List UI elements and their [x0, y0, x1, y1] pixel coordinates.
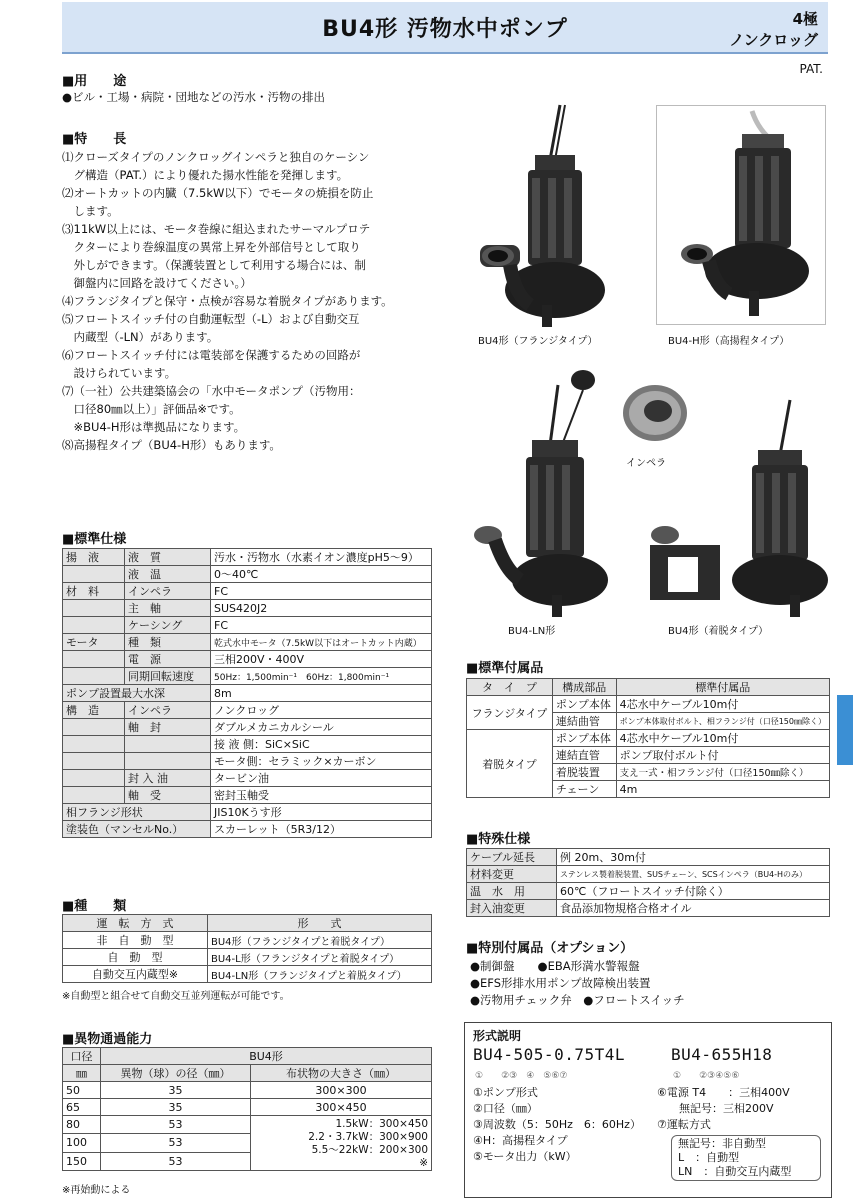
feature-line: ⑵オートカットの内臓（7.5kW以下）でモータの焼損を防止: [62, 186, 374, 200]
feature-line: 設けられています。: [62, 366, 177, 380]
spec-group: モータ: [63, 634, 125, 651]
operation-mode-item: 無記号：非自動型: [678, 1137, 766, 1150]
passage-col-sphere: 異物（球）の径（㎜）: [101, 1065, 251, 1082]
spec-key: 同期回転速度: [125, 668, 211, 685]
passage-cloth: 300×300: [251, 1082, 432, 1099]
types-heading: ■ 種 類: [62, 895, 126, 914]
spec-value: FC: [211, 583, 432, 600]
spec-row: [63, 702, 432, 719]
passage-bore: 50: [63, 1082, 101, 1099]
passage-footnote: ※再始動による: [62, 1185, 131, 1196]
spec-value: モータ側：セラミック×カーボン: [211, 753, 432, 770]
feature-line: ⑶11kW以上には、モータ巻線に組込まれたサーマルプロテ: [62, 222, 371, 236]
spec-row: [63, 651, 432, 668]
model-code-item: ⑥電源 T4 ：三相400V: [657, 1086, 790, 1099]
feature-line: 御盤内に回路を設けてください。）: [62, 276, 252, 290]
spec-value: 接 液 側：SiC×SiC: [211, 736, 432, 753]
spec-group: [63, 753, 125, 770]
acc-type: 着脱タイプ: [467, 730, 553, 798]
spec-value: JIS10Kうす形: [211, 804, 432, 821]
caption-bu4-detach: BU4形（着脱タイプ）: [668, 626, 769, 637]
special-key: 封入油変更: [467, 900, 557, 917]
feature-line: 外しができます。（保護装置として利用する場合には、制: [62, 258, 366, 272]
spec-key: [125, 736, 211, 753]
options-list: [470, 958, 685, 1009]
model-code-item: ⑤モータ出力（kW）: [473, 1150, 577, 1163]
option-line: ●制御盤 ●EBA形満水警報盤: [470, 959, 640, 973]
spec-row: [63, 566, 432, 583]
spec-group: [63, 600, 125, 617]
feature-line: 口径80㎜以上）」評価品※です。: [62, 402, 241, 416]
passage-model: BU4形: [101, 1048, 432, 1065]
spec-value: タービン油: [211, 770, 432, 787]
option-line: ●汚物用チェック弁 ●フロートスイッチ: [470, 993, 685, 1007]
option-line: ●EFS形排水用ポンプ故障検出装置: [470, 976, 651, 990]
spec-value: 三相200V・400V: [211, 651, 432, 668]
spec-key: 主 軸: [125, 600, 211, 617]
spec-key: ケーシング: [125, 617, 211, 634]
model-code-marks-2: ① ②③④⑤⑥: [673, 1071, 740, 1081]
feature-line: ⑸フロートスイッチ付の自動運転型（-L）および自動交互: [62, 312, 360, 326]
spec-group: 塗装色（マンセルNo.）: [63, 821, 211, 838]
features-heading: ■ 特 長: [62, 128, 126, 147]
feature-line: します。: [62, 204, 119, 218]
spec-row: [63, 634, 432, 651]
model-code-1: BU4-505-0.75T4L: [473, 1045, 625, 1064]
acc-part: ポンプ本体: [552, 696, 616, 713]
spec-group: ポンプ設置最大水深: [63, 685, 211, 702]
passage-sphere: 35: [101, 1082, 251, 1099]
spec-row: [63, 753, 432, 770]
spec-value: 8m: [211, 685, 432, 702]
types-row-mode: 非 自 動 型: [63, 932, 208, 949]
spec-group: [63, 617, 125, 634]
spec-row: [63, 668, 432, 685]
types-row-mode: 自動交互内蔵型※: [63, 966, 208, 983]
acc-std: 4m: [616, 781, 829, 798]
operation-mode-item: LN ：自動交互内蔵型: [678, 1165, 792, 1178]
model-code-marks-1: ① ②③ ④ ⑤⑥⑦: [475, 1071, 568, 1081]
spec-key: 軸 封: [125, 719, 211, 736]
spec-group: 構 造: [63, 702, 125, 719]
spec-value: 乾式水中モータ（7.5kW以下はオートカット内蔵）: [211, 634, 432, 651]
spec-group: [63, 566, 125, 583]
spec-group: [63, 651, 125, 668]
standard-spec-heading: ■ 標準仕様: [62, 528, 126, 547]
spec-value: 0～40℃: [211, 566, 432, 583]
page-title: BU4形 汚物水中ポンプ: [322, 17, 568, 42]
passage-sphere: 53: [101, 1134, 251, 1152]
passage-table: [62, 1047, 432, 1171]
standard-spec-table: [62, 548, 432, 838]
spec-key: 液 質: [125, 549, 211, 566]
acc-part: チェーン: [552, 781, 616, 798]
pole-label: 4極: [792, 10, 818, 28]
spec-value: FC: [211, 617, 432, 634]
model-code-item: ③周波数（5：50Hz 6：60Hz）: [473, 1118, 641, 1131]
applications-text: ●ビル・工場・病院・団地などの汚水・汚物の排出: [62, 90, 326, 104]
spec-row: [63, 549, 432, 566]
spec-value: 50Hz：1,500min⁻¹ 60Hz：1,800min⁻¹: [211, 668, 432, 685]
passage-heading: ■ 異物通過能力: [62, 1028, 152, 1047]
types-note: ※自動型と組合せて自動交互並列運転が可能です。: [62, 991, 290, 1002]
spec-key: 軸 受: [125, 787, 211, 804]
special-key: 材料変更: [467, 866, 557, 883]
acc-head-std: 標準付属品: [616, 679, 829, 696]
operation-mode-item: L ：自動型: [678, 1151, 740, 1164]
special-heading: ■ 特殊仕様: [466, 828, 530, 847]
spec-row: [63, 736, 432, 753]
pump-h-frame: [656, 105, 826, 325]
spec-group: 揚 液: [63, 549, 125, 566]
spec-row: [63, 685, 432, 702]
spec-key: インペラ: [125, 702, 211, 719]
special-val: 60℃（フロートスイッチ付除く）: [557, 883, 830, 900]
passage-merged-line: 2.2・3.7kW：300×900: [308, 1131, 428, 1143]
model-code-item: ②口径（㎜）: [473, 1102, 538, 1115]
accessories-heading: ■ 標準付属品: [466, 657, 543, 676]
types-table: [62, 914, 432, 983]
special-key: ケーブル延長: [467, 849, 557, 866]
spec-row: [63, 719, 432, 736]
accessories-table: [466, 678, 830, 798]
features-list: [62, 148, 452, 454]
types-head-mode: 運 転 方 式: [63, 915, 208, 932]
passage-bore: 65: [63, 1099, 101, 1116]
passage-sphere: 53: [101, 1116, 251, 1134]
spec-value: 密封玉軸受: [211, 787, 432, 804]
special-key: 温 水 用: [467, 883, 557, 900]
model-code-left: [473, 1085, 641, 1165]
model-code-box: [464, 1022, 832, 1198]
pump-detach-image: [640, 395, 830, 620]
model-code-item: 無記号：三相200V: [657, 1102, 774, 1115]
special-val: 食品添加物規格合格オイル: [557, 900, 830, 917]
spec-value: SUS420J2: [211, 600, 432, 617]
feature-line: ⑴クローズタイプのノンクロッグインペラと独自のケーシン: [62, 150, 370, 164]
passage-unit: ㎜: [63, 1065, 101, 1082]
acc-part: 着脱装置: [552, 764, 616, 781]
model-code-2: BU4-655H18: [671, 1045, 773, 1064]
applications-heading: ■ 用 途: [62, 70, 126, 89]
spec-row: [63, 617, 432, 634]
passage-sphere: 35: [101, 1099, 251, 1116]
passage-sphere: 53: [101, 1152, 251, 1170]
spec-group: [63, 770, 125, 787]
acc-part: ポンプ本体: [552, 730, 616, 747]
feature-line: 内蔵型（-LN）があります。: [62, 330, 219, 344]
caption-bu4-flange: BU4形（フランジタイプ）: [478, 336, 598, 347]
acc-head-type: タ イ プ: [467, 679, 553, 696]
nonclog-label: ノンクロッグ: [729, 31, 818, 49]
passage-cloth-merged: [251, 1116, 432, 1171]
spec-value: スカーレット（5R3/12）: [211, 821, 432, 838]
spec-value: ノンクロッグ: [211, 702, 432, 719]
types-row-model: BU4-LN形（フランジタイプと着脱タイプ）: [208, 966, 432, 983]
acc-type: フランジタイプ: [467, 696, 553, 730]
passage-bore: 80: [63, 1116, 101, 1134]
spec-group: [63, 668, 125, 685]
pump-ln-image: [470, 365, 610, 620]
spec-key: 封 入 油: [125, 770, 211, 787]
side-index-tab: [837, 695, 853, 765]
acc-part: 連結直管: [552, 747, 616, 764]
options-heading: ■ 特別付属品（オプション）: [466, 937, 633, 956]
acc-std: 4芯水中ケーブル10m付: [616, 696, 829, 713]
feature-line: ⑻高揚程タイプ（BU4-H形）もあります。: [62, 438, 281, 452]
model-code-heading: 形式説明: [473, 1029, 522, 1043]
acc-head-part: 構成部品: [552, 679, 616, 696]
spec-row: [63, 600, 432, 617]
feature-line: ※BU4-H形は準拠品になります。: [62, 420, 246, 434]
spec-key: 種 類: [125, 634, 211, 651]
passage-col-bore: 口径: [63, 1048, 101, 1065]
acc-std: 4芯水中ケーブル10m付: [616, 730, 829, 747]
caption-impeller: インペラ: [626, 458, 666, 469]
passage-merged-line: 5.5～22kW：200×300: [311, 1144, 428, 1156]
patent-label: PAT.: [799, 62, 823, 76]
spec-row: [63, 821, 432, 838]
passage-merged-line: 1.5kW：300×450: [335, 1118, 428, 1130]
caption-bu4ln: BU4-LN形: [508, 626, 556, 637]
types-row-model: BU4-L形（フランジタイプと着脱タイプ）: [208, 949, 432, 966]
acc-std: ポンプ本体取付ボルト、相フランジ付（口径150㎜除く）: [616, 713, 829, 730]
types-row-mode: 自 動 型: [63, 949, 208, 966]
spec-value: 汚水・汚物水（水素イオン濃度pH5～9）: [211, 549, 432, 566]
special-val: ステンレス製着脱装置、SUSチェーン、SCSインペラ（BU4-Hのみ）: [557, 866, 830, 883]
pump-h-image: [657, 106, 825, 324]
spec-key: 電 源: [125, 651, 211, 668]
acc-part: 連結曲管: [552, 713, 616, 730]
spec-row: [63, 787, 432, 804]
spec-key: [125, 753, 211, 770]
feature-line: ⑷フランジタイプと保守・点検が容易な着脱タイプがあります。: [62, 294, 393, 308]
pump-flange-image: [470, 100, 620, 330]
feature-line: グ構造（PAT.）により優れた揚水性能を発揮します。: [62, 168, 349, 182]
passage-col-cloth: 布状物の大きさ（㎜）: [251, 1065, 432, 1082]
acc-std: 支え一式・相フランジ付（口径150㎜除く）: [616, 764, 829, 781]
passage-bore: 100: [63, 1134, 101, 1152]
spec-group: 材 料: [63, 583, 125, 600]
types-head-model: 形 式: [208, 915, 432, 932]
special-table: [466, 848, 830, 917]
types-row-model: BU4形（フランジタイプと着脱タイプ）: [208, 932, 432, 949]
spec-group: [63, 719, 125, 736]
spec-value: ダブルメカニカルシール: [211, 719, 432, 736]
model-code-item: ④H：高揚程タイプ: [473, 1134, 568, 1147]
spec-group: 相フランジ形状: [63, 804, 211, 821]
feature-line: ⑺（一社）公共建築協会の「水中モータポンプ（汚物用：: [62, 384, 361, 398]
spec-row: [63, 804, 432, 821]
spec-group: [63, 787, 125, 804]
feature-line: ⑹フロートスイッチ付には電装部を保護するための回路が: [62, 348, 361, 362]
passage-merged-mark: ※: [419, 1157, 428, 1169]
spec-row: [63, 770, 432, 787]
model-code-right: [657, 1085, 790, 1133]
spec-key: インペラ: [125, 583, 211, 600]
model-code-item: ①ポンプ形式: [473, 1086, 538, 1099]
page-header: [62, 2, 828, 54]
special-val: 例 20m、30m付: [557, 849, 830, 866]
passage-bore: 150: [63, 1152, 101, 1170]
feature-line: クターにより巻線温度の異常上昇を外部信号として取り: [62, 240, 361, 254]
spec-row: [63, 583, 432, 600]
spec-group: [63, 736, 125, 753]
spec-key: 液 温: [125, 566, 211, 583]
acc-std: ポンプ取付ボルト付: [616, 747, 829, 764]
operation-mode-box: [671, 1135, 821, 1181]
caption-bu4h: BU4-H形（高揚程タイプ）: [668, 336, 790, 347]
model-code-item: ⑦運転方式: [657, 1118, 711, 1131]
passage-cloth: 300×450: [251, 1099, 432, 1116]
